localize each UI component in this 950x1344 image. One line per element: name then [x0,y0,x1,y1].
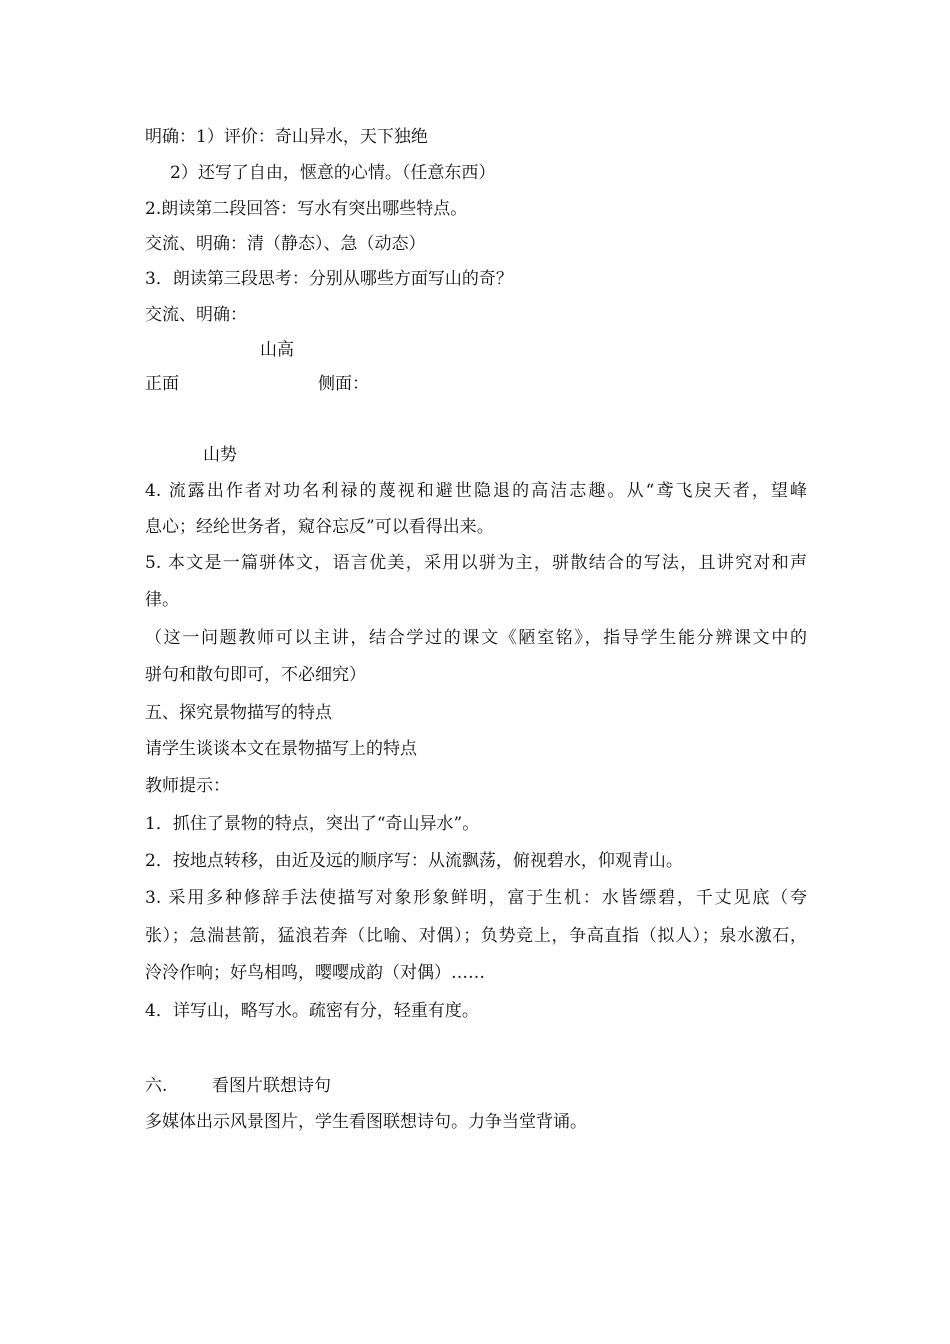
tip-3-line-3: 泠泠作响；好鸟相鸣，嘤嘤成韵（对偶）…… [145,963,485,983]
answer-mood: 2）还写了自由，惬意的心情。（任意东西） [170,163,496,183]
diagram-label-cemian: 侧面： [318,374,369,394]
tip-3-line-1: 3. 采用多种修辞手法使描写对象形象鲜明，富于生机：水皆缥碧，千丈见底（夸 [145,888,807,908]
tip-2: 2．按地点转移，由近及远的顺序写：从流飘荡，俯视碧水，仰观青山。 [145,851,683,871]
section-6-body: 多媒体出示风景图片，学生看图联想诗句。力争当堂背诵。 [145,1112,587,1132]
teacher-note-line-2: 骈句和散句即可，不必细究） [145,665,366,685]
section-6-title: 看图片联想诗句 [212,1076,331,1096]
answer-2: 交流、明确：清（静态）、急（动态） [145,234,426,254]
teacher-hint-label: 教师提示： [145,776,230,796]
question-2: 2.朗读第二段回答：写水有突出哪些特点。 [145,199,468,219]
tip-3-line-2: 张）；急湍甚箭，猛浪若奔（比喻、对偶）；负势竞上，争高直指（拟人）；泉水激石， [145,926,807,946]
point-5-line-2: 律。 [145,590,179,610]
tip-4: 4．详写山，略写水。疏密有分，轻重有度。 [145,1001,479,1021]
answer-3-label: 交流、明确： [145,305,247,325]
point-5-line-1: 5. 本文是一篇骈体文，语言优美，采用以骈为主，骈散结合的写法，且讲究对和声 [145,553,807,573]
question-3: 3．朗读第三段思考：分别从哪些方面写山的奇？ [145,269,513,289]
diagram-label-shan-gao: 山高 [260,340,294,360]
point-4-line-2: 息心；经纶世务者，窥谷忘反”可以看得出来。 [145,517,494,537]
tip-1: 1．抓住了景物的特点，突出了“奇山异水”。 [145,814,480,834]
section-5-prompt: 请学生谈谈本文在景物描写上的特点 [145,739,417,759]
section-6-number: 六. [145,1076,168,1096]
diagram-label-shan-shi: 山势 [203,445,237,465]
diagram-label-zhengmian: 正面 [145,374,179,394]
point-4-line-1: 4. 流露出作者对功名利禄的蔑视和避世隐退的高洁志趣。从“鸢飞戾天者，望峰 [145,481,807,501]
section-5-heading: 五、探究景物描写的特点 [145,703,332,723]
answer-evaluation: 明确：1）评价：奇山异水，天下独绝 [145,127,428,147]
teacher-note-line-1: （这一问题教师可以主讲，结合学过的课文《陋室铭》，指导学生能分辨课文中的 [145,628,807,648]
